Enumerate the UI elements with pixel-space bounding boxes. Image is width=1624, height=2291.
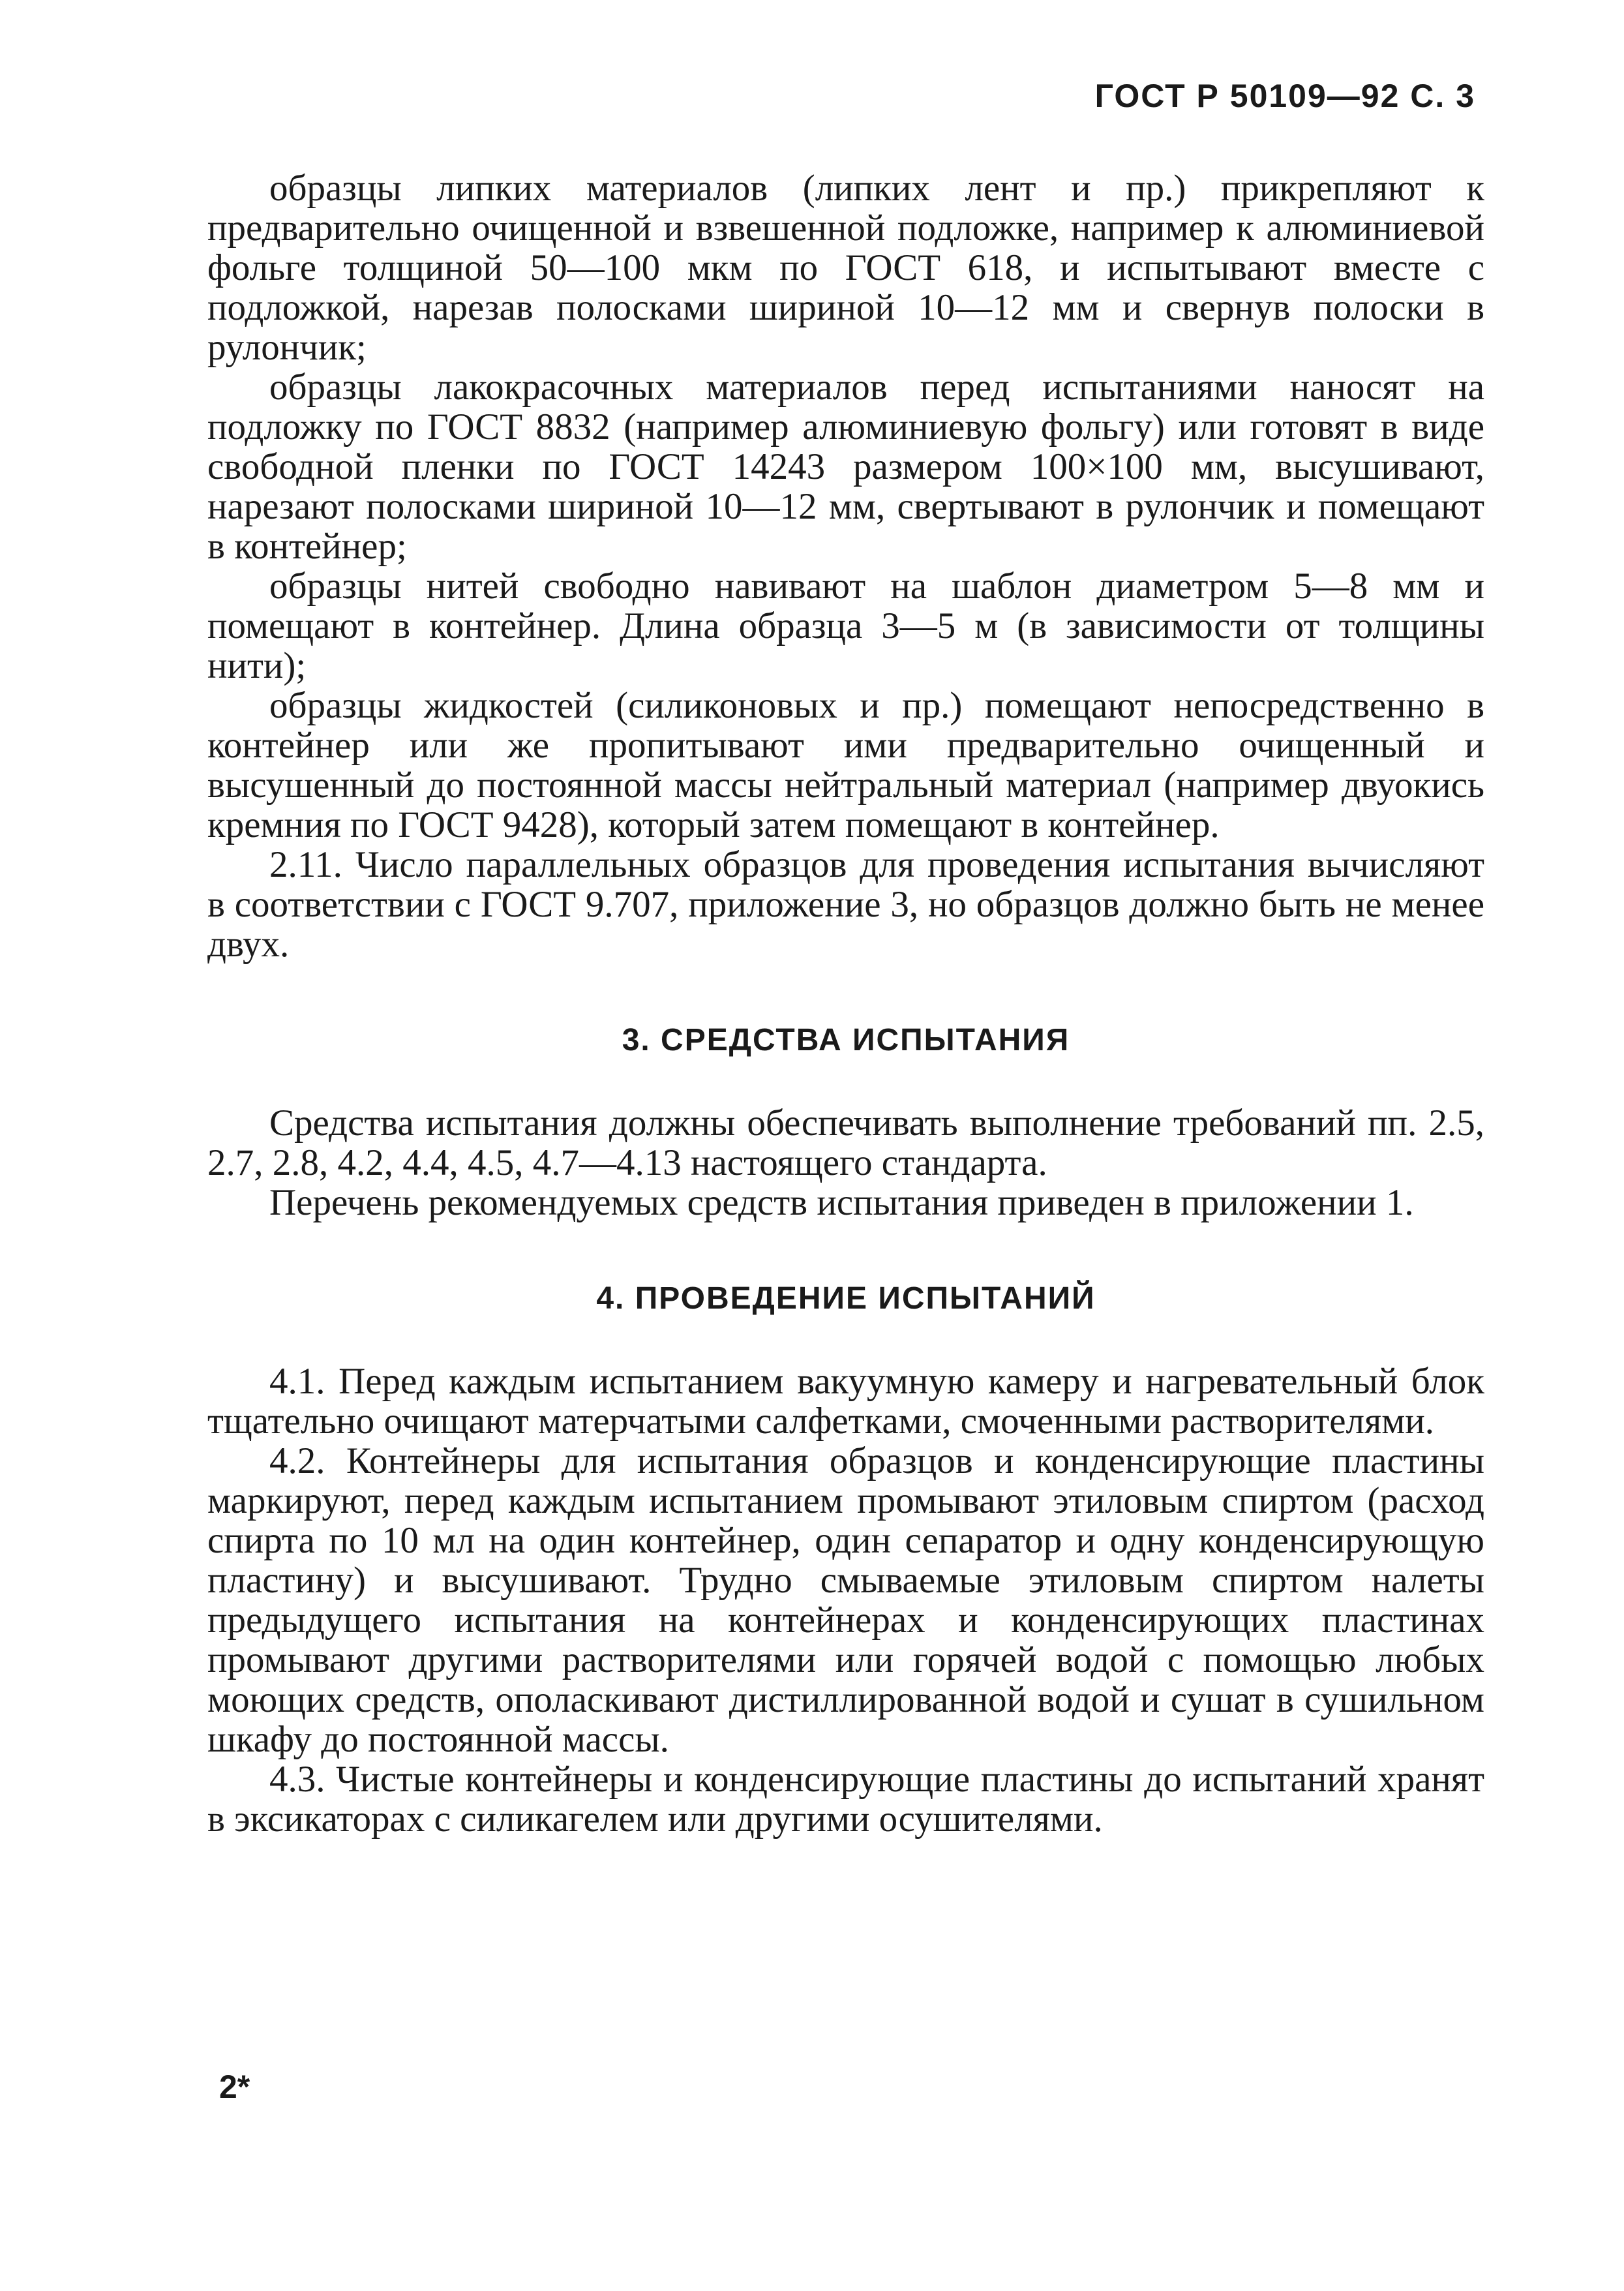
section-3-title: 3. СРЕДСТВА ИСПЫТАНИЯ: [622, 1023, 1070, 1057]
paragraph-liquid-samples: образцы жидкостей (силиконовых и пр.) помещают непосредственно в контейнер или же пропитывают ими предварительно очищенный и высушенный до постоянной массы нейтральный материал (например двуокись кремния по ГОСТ 9428), который затем помещают в контейнер.: [207, 685, 1484, 845]
section-4-title: 4. ПРОВЕДЕНИЕ ИСПЫТАНИЙ: [596, 1281, 1096, 1316]
section-3-paragraph-2: Перечень рекомендуемых средств испытания приведен в приложении 1.: [269, 1182, 1414, 1223]
running-head: ГОСТ Р 50109—92 С. 3: [1094, 78, 1475, 114]
paragraph-adhesive-samples: образцы липких материалов (липких лент и пр.) прикрепляют к предварительно очищенной и взвешенной подложке, например к алюминиевой фольге толщиной 50—100 мкм по ГОСТ 618, и испытывают вместе с подложкой, нарезав полосками шириной 10—12 мм и свернув полоски в рулончик;: [207, 168, 1484, 368]
paragraph-4-2: 4.2. Контейнеры для испытания образцов и конденсирующие пластины маркируют, перед каждым испытанием промывают этиловым спиртом (расход спирта по 10 мл на один контейнер, один сепаратор и одну конденсирующую пластину) и высушивают. Трудно смываемые этиловым спиртом налеты предыдущего испытания на контейнерах и конденсирующих пластинах промывают другими растворителями или горячей водой с помощью любых моющих средств, ополаскивают дистиллированной водой и сушат в сушильном шкафу до постоянной массы.: [207, 1440, 1484, 1760]
paragraph-4-3: 4.3. Чистые контейнеры и конденсирующие пластины до испытаний хранят в эксикаторах с силикагелем или другими осушителями.: [207, 1759, 1484, 1840]
signature-mark: 2*: [219, 2069, 250, 2105]
paragraph-2-11: 2.11. Число параллельных образцов для проведения испытания вычисляют в соответствии с ГОСТ 9.707, приложение 3, но образцов должно быть не менее двух.: [207, 844, 1484, 965]
page-body: [207, 168, 1484, 1839]
paragraph-4-1: 4.1. Перед каждым испытанием вакуумную камеру и нагревательный блок тщательно очищают матерчатыми салфетками, смоченными растворителями.: [207, 1361, 1484, 1442]
paragraph-thread-samples: образцы нитей свободно навивают на шаблон диаметром 5—8 мм и помещают в контейнер. Длина образца 3—5 м (в зависимости от толщины нити);: [207, 566, 1484, 686]
paragraph-paint-samples: образцы лакокрасочных материалов перед испытаниями наносят на подложку по ГОСТ 8832 (например алюминиевую фольгу) или готовят в виде свободной пленки по ГОСТ 14243 размером 100×100 мм, высушивают, нарезают полосками шириной 10—12 мм, свертывают в рулончик и помещают в контейнер;: [207, 367, 1484, 567]
section-3-paragraph-1: Средства испытания должны обеспечивать выполнение требований пп. 2.5, 2.7, 2.8, 4.2, 4.4, 4.5, 4.7—4.13 настоящего стандарта.: [207, 1102, 1484, 1183]
